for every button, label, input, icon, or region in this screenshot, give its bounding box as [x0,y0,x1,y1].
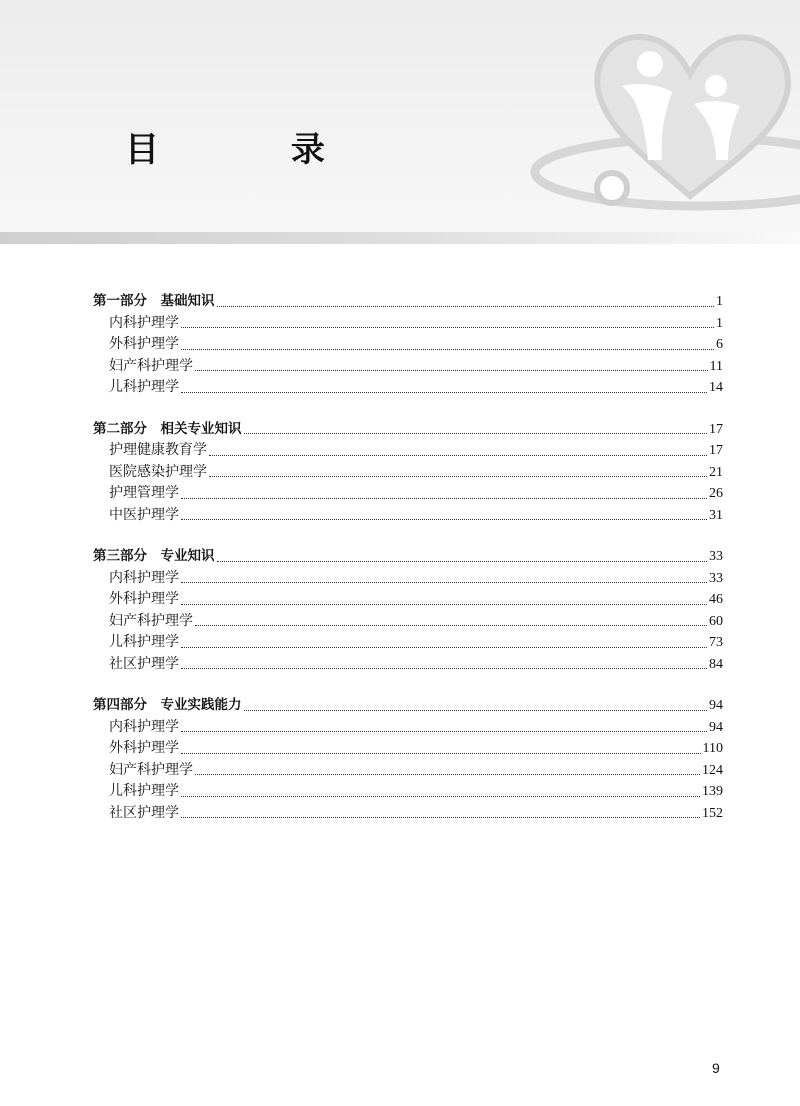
toc-chapter-entry[interactable] [93,313,723,335]
toc-chapter-entry-label: 内科护理学 [109,569,179,586]
dot-leader [181,348,714,350]
dot-leader [181,391,707,393]
toc-chapter-entry[interactable] [93,760,723,782]
dot-leader [181,497,707,499]
dot-leader [244,432,708,434]
toc-chapter-entry-page: 84 [709,656,723,672]
toc-chapter-entry[interactable] [93,781,723,803]
toc-part-heading-label: 第三部分 专业知识 [93,548,215,564]
toc-chapter-entry[interactable] [93,334,723,356]
toc-part-heading-label: 第四部分 专业实践能力 [93,697,242,713]
toc-chapter-entry-page: 21 [709,464,723,480]
toc-chapter-entry-label: 护理健康教育学 [109,442,207,458]
toc-chapter-entry-label: 妇产科护理学 [109,612,193,629]
dot-leader [209,475,707,477]
dot-leader [181,326,714,328]
toc-chapter-entry-label: 社区护理学 [109,655,179,672]
toc-chapter-entry-page: 17 [709,443,723,458]
toc-part-heading-page: 1 [716,294,723,309]
toc-chapter-entry-label: 内科护理学 [109,314,179,331]
dot-leader [195,624,707,626]
dot-leader [181,603,707,605]
toc-part-heading-page: 17 [709,421,723,437]
dot-leader [181,730,707,732]
toc-chapter-entry[interactable] [93,377,723,399]
toc-chapter-entry-page: 14 [709,380,723,395]
toc-chapter-entry-page: 6 [716,337,723,352]
header-divider [0,232,800,244]
dot-leader [181,646,707,648]
toc-part [93,546,723,675]
dot-leader [195,369,708,371]
toc-part [93,291,723,399]
page-number: 9 [712,1060,720,1076]
toc-chapter-entry-page: 110 [702,741,723,756]
dot-leader [181,795,700,797]
toc-chapter-entry[interactable] [93,738,723,760]
toc-chapter-entry-page: 31 [709,507,723,523]
toc-part [93,695,723,824]
toc-chapter-entry-label: 儿科护理学 [109,379,179,395]
toc-chapter-entry[interactable] [93,611,723,633]
toc-chapter-entry-label: 内科护理学 [109,718,179,735]
dot-leader [181,667,707,669]
toc-chapter-entry-page: 1 [716,315,723,331]
dot-leader [209,454,707,456]
toc-part-heading[interactable] [93,291,723,313]
dot-leader [181,518,707,520]
toc-chapter-entry[interactable] [93,717,723,739]
toc-chapter-entry[interactable] [93,356,723,378]
toc-chapter-entry[interactable] [93,483,723,505]
toc-chapter-entry-page: 139 [702,784,723,799]
toc-chapter-entry-label: 护理管理学 [109,485,179,501]
toc-chapter-entry-page: 94 [709,719,723,735]
dot-leader [181,581,707,583]
toc-chapter-entry-label: 医院感染护理学 [109,463,207,480]
toc-chapter-entry-label: 妇产科护理学 [109,761,193,778]
page-title: 目 录 [125,130,385,170]
toc-chapter-entry-label: 外科护理学 [109,740,179,756]
toc-chapter-entry-label: 社区护理学 [109,804,179,821]
toc-chapter-entry[interactable] [93,654,723,676]
toc-chapter-entry-label: 外科护理学 [109,591,179,607]
dot-leader [217,305,715,307]
toc-chapter-entry[interactable] [93,440,723,462]
dot-leader [181,816,700,818]
toc-part-heading-page: 94 [709,698,723,713]
toc-chapter-entry-page: 152 [702,805,723,821]
dot-leader [181,752,701,754]
toc-chapter-entry-label: 中医护理学 [109,506,179,523]
toc-chapter-entry[interactable] [93,505,723,527]
toc-chapter-entry-label: 儿科护理学 [109,634,179,650]
toc-chapter-entry-label: 外科护理学 [109,336,179,352]
toc-chapter-entry[interactable] [93,803,723,825]
toc-part-heading-label: 第一部分 基础知识 [93,293,215,309]
toc-chapter-entry-page: 33 [709,570,723,586]
toc-chapter-entry[interactable] [93,632,723,654]
toc-part-heading-page: 33 [709,549,723,564]
toc-chapter-entry[interactable] [93,462,723,484]
toc-chapter-entry-page: 11 [709,358,723,374]
toc-chapter-entry[interactable] [93,589,723,611]
heart-stethoscope-logo-icon [530,0,800,232]
table-of-contents [93,291,723,844]
toc-chapter-entry-page: 73 [709,635,723,650]
toc-part-heading-label: 第二部分 相关专业知识 [93,420,242,437]
dot-leader [217,560,708,562]
toc-chapter-entry-page: 60 [709,613,723,629]
toc-chapter-entry-page: 124 [702,762,723,778]
toc-chapter-entry-label: 儿科护理学 [109,783,179,799]
dot-leader [195,773,700,775]
toc-part-heading[interactable] [93,546,723,568]
toc-part [93,419,723,527]
dot-leader [244,709,708,711]
toc-chapter-entry[interactable] [93,568,723,590]
toc-chapter-entry-page: 26 [709,486,723,501]
toc-chapter-entry-label: 妇产科护理学 [109,357,193,374]
toc-part-heading[interactable] [93,419,723,441]
toc-chapter-entry-page: 46 [709,592,723,607]
toc-part-heading[interactable] [93,695,723,717]
